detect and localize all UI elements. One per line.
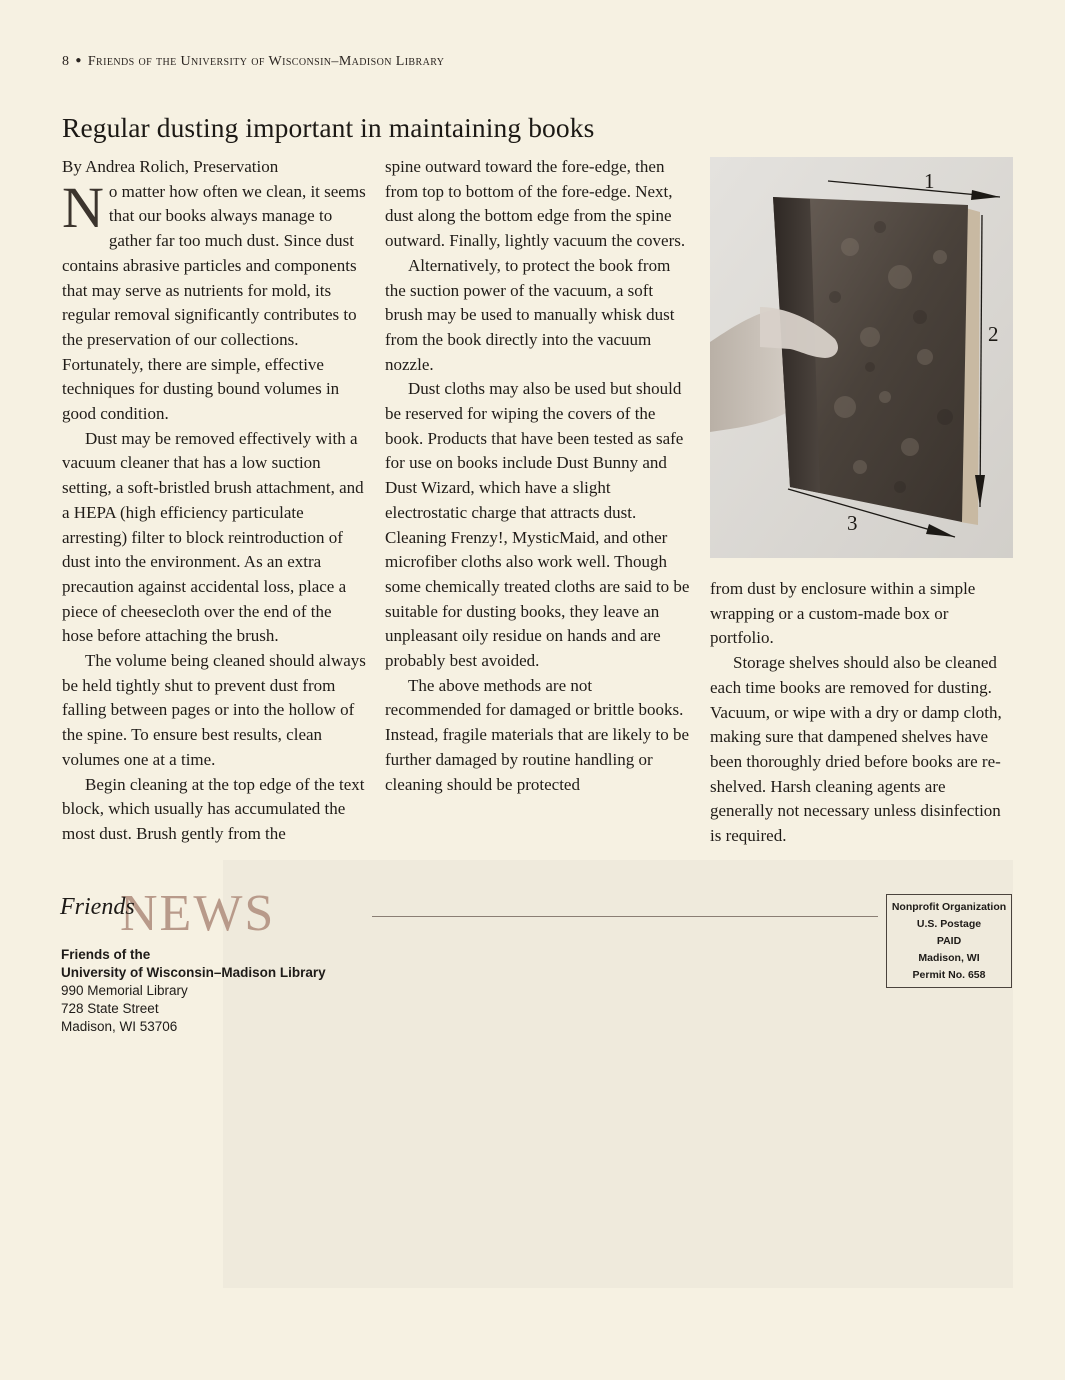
return-address-line-4: 728 State Street [61,1001,159,1016]
drop-cap: N [62,174,104,240]
page-number: 8 [62,54,70,69]
newsletter-title: Friends of the University of Wisconsin–Madison Library [87,54,445,69]
indicia-line-4: Madison, WI [918,952,980,964]
figure-label-3: 3 [847,511,858,535]
return-address-line-5: Madison, WI 53706 [61,1019,178,1034]
return-address-line-1: Friends of the [61,947,151,962]
article-headline: Regular dusting important in maintaining books [62,112,595,143]
paragraph-6: Dust cloths may also be used but should be reserved for wiping the covers of the book. Products that have been tested as safe for use on books include Dust Bunny and Dust Wizard, which have a slight electrostatic charge that attracts dust. Cleaning Frenzy!, MysticMaid, and other microfiber cloths also work well. Though some chemically treated cloths are said to be suitable for dusting books, they leave an unpleasant oily residue on hands and are probably best avoided. [385,379,690,671]
paragraph-8: Storage shelves should also be cleaned each time books are removed for dusting. Vacuum, or wipe with a dry or damp cloth, making sure that dampened shelves have been thoroughly dried before books are re-shelved. Harsh cleaning agents are generally not necessary unless disinfection is required. [710,653,1002,846]
paragraph-5: Alternatively, to protect the book from the suction power of the vacuum, a soft brush may be used to manually whisk dust from the book directly into the vacuum nozzle. [385,255,675,374]
book-dusting-photo [710,157,1013,558]
figure-label-2: 2 [988,322,999,346]
book-illustration [710,157,1013,558]
paragraph-1-text: o matter how often we clean, it seems that our books always manage to gather far too much dust. Since dust contains abrasive particles and components that may serve as nutrients for mold, its regular removal significantly contributes to the preservation of our collections. Fortunately, there are simple, effective techniques for dusting bound volumes in good condition. [62,181,366,424]
article-column-1 [62,155,366,847]
return-address [61,946,326,1036]
bullet-separator: ● [75,55,82,66]
paragraph-4-continued: spine outward toward the fore-edge, then from top to bottom of the fore-edge. Next, dust along the bottom edge from the spine outward. Finally, lightly vacuum the covers. [385,157,686,251]
byline: By Andrea Rolich, Preservation [62,157,279,176]
indicia-line-2: U.S. Postage [916,918,982,930]
running-head [62,54,444,70]
indicia-line-1: Nonprofit Organization [891,901,1007,913]
nameplate-friends: Friends [60,894,135,920]
article-column-2 [385,155,690,797]
paragraph-2: Dust may be removed effectively with a vacuum cleaner that has a low suction setting, a soft-bristled brush attachment, and a HEPA (high efficiency particulate arresting) filter to block reintroduction of dust into the environment. As an extra precaution against accidental loss, place a piece of cheesecloth over the end of the hose before attaching the brush. [62,428,364,646]
postage-indicia [886,894,1012,988]
indicia-line-5: Permit No. 658 [912,969,986,981]
nameplate-rule [372,916,878,917]
return-address-line-2: University of Wisconsin–Madison Library [61,965,326,980]
figure-label-1: 1 [924,169,935,193]
nameplate-news: NEWS [120,885,276,942]
paragraph-3: The volume being cleaned should always be held tightly shut to prevent dust from falling between pages or into the hollow of the spine. To ensure best results, clean volumes one at a time. [62,651,366,769]
article-column-3 [710,577,1010,849]
indicia-line-3: PAID [936,935,962,947]
paragraph-1 [62,174,366,427]
return-address-line-3: 990 Memorial Library [61,983,188,998]
paragraph-7-continued: from dust by enclosure within a simple wrapping or a custom-made box or portfolio. [710,579,976,648]
paragraph-7: The above methods are not recommended for damaged or brittle books. Instead, fragile materials that are likely to be further damaged by routine handling or cleaning should be protected [385,675,689,794]
paragraph-4: Begin cleaning at the top edge of the text block, which usually has accumulated the most dust. Brush gently from the [62,774,365,843]
